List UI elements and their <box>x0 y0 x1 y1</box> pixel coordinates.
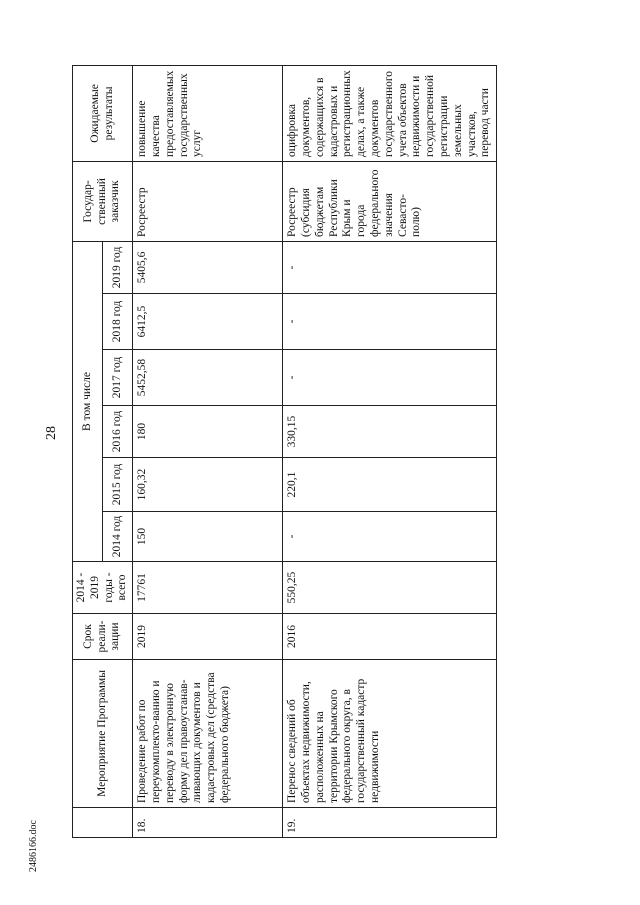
header-number <box>73 808 133 838</box>
row-year-2015: 220,1 <box>283 458 497 512</box>
table-row <box>283 65 497 837</box>
row-activity: Проведение работ по переукомплекто-ванию и переводу в электронную форму дел правоустанав-ливающих документов и кадастровых дел (средства федерального бюджета) <box>133 660 283 808</box>
header-year-2017: 2017 год <box>103 350 133 406</box>
row-number: 18. <box>133 808 283 838</box>
row-year-2017: - <box>283 350 497 406</box>
row-year-2014: 150 <box>133 512 283 562</box>
header-year-2018: 2018 год <box>103 294 133 350</box>
program-table <box>72 65 497 838</box>
row-period: 2016 <box>283 614 497 660</box>
row-total: 17761 <box>133 562 283 614</box>
row-year-2014: - <box>283 512 497 562</box>
header-activity: Мероприятие Программы <box>73 660 133 808</box>
row-result: оцифровка документов, содержащихся в кадастровых и регистрационных делах, а также документов государственного учета объектов недвижимости и государственной регистрации земельных участков, перевод части <box>283 65 497 161</box>
row-customer: Росреестр (субсидия бюджетам Республики Крым и города федерального значения Севасто-полю) <box>283 161 497 241</box>
row-year-2019: - <box>283 241 497 293</box>
row-year-2019: 5405,6 <box>133 241 283 293</box>
header-year-2014: 2014 год <box>103 512 133 562</box>
row-total: 550,25 <box>283 562 497 614</box>
row-year-2018: - <box>283 294 497 350</box>
row-year-2016: 180 <box>133 406 283 458</box>
table-row <box>133 65 283 837</box>
row-year-2017: 5452,58 <box>133 350 283 406</box>
row-period: 2019 <box>133 614 283 660</box>
row-year-2018: 6412,5 <box>133 294 283 350</box>
row-result: повышение качества предоставляемых государственных услуг <box>133 65 283 161</box>
header-customer: Государ-ственный заказчик <box>73 161 133 241</box>
row-year-2016: 330,15 <box>283 406 497 458</box>
header-results: Ожидаемые результаты <box>73 65 133 161</box>
page-number: 28 <box>44 426 59 440</box>
row-activity: Перенос сведений об объектах недвижимости, расположенных на территории Крымского федерального округа, в государственный кадастр недвижимости <box>283 660 497 808</box>
header-period: Срок реали-зации <box>73 614 133 660</box>
header-including: В том числе <box>73 241 103 561</box>
row-number: 19. <box>283 808 497 838</box>
header-year-2015: 2015 год <box>103 458 133 512</box>
row-customer: Росреестр <box>133 161 283 241</box>
header-year-2016: 2016 год <box>103 406 133 458</box>
rotated-table-container <box>72 66 572 838</box>
header-year-2019: 2019 год <box>103 241 133 293</box>
document-code: 2486166.doc <box>28 820 39 872</box>
header-total: 2014 - 2019 годы - всего <box>73 562 133 614</box>
row-year-2015: 160,32 <box>133 458 283 512</box>
